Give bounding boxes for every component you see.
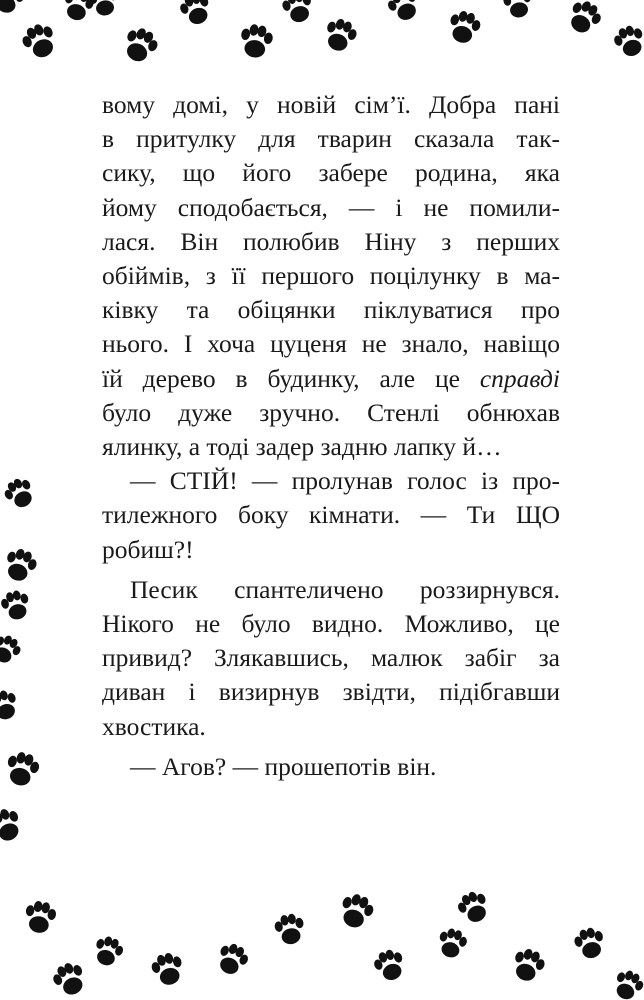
- text-line: лася. Він полюбив Ніну з перших: [102, 226, 560, 256]
- paw-icon: [213, 940, 252, 979]
- paw-icon: [321, 15, 360, 55]
- paw-icon: [384, 0, 423, 25]
- paw-icon: [445, 8, 482, 46]
- paragraph: [102, 573, 560, 607]
- paw-icon: [502, 0, 534, 20]
- paragraph-continuation: [102, 498, 560, 566]
- paw-icon: [119, 24, 162, 67]
- paw-icon: [371, 946, 408, 984]
- paragraph: [102, 464, 560, 498]
- paw-icon: [336, 890, 377, 932]
- paw-icon: [563, 0, 605, 38]
- paw-icon: [18, 20, 61, 63]
- paw-icon: [1, 545, 40, 585]
- paw-icon: [0, 687, 22, 723]
- paragraph: [102, 88, 560, 464]
- paw-icon: [0, 805, 26, 846]
- paragraph-continuation: [102, 607, 560, 744]
- paw-icon: [149, 950, 186, 988]
- text-line-with-emphasis: [102, 362, 560, 396]
- paw-icon: [611, 22, 644, 60]
- paw-icon: [435, 926, 469, 961]
- text-line: ялинку, а тоді задер задню лапку й…: [102, 432, 502, 462]
- book-page-text: [102, 88, 560, 784]
- paw-icon: [90, 933, 126, 969]
- paw-icon: [509, 945, 548, 985]
- paw-icon: [49, 959, 90, 1000]
- paw-icon: [0, 588, 33, 623]
- paragraph: [102, 750, 560, 784]
- text-line: сику, що його забере родина, яка: [102, 158, 560, 188]
- text-line: нього. І хоча цуценя не знало, навіщо: [102, 329, 560, 359]
- paw-icon: [238, 22, 275, 60]
- paw-icon: [60, 0, 96, 23]
- text-line: вому домі, у новій сім’ї. Добра пані: [102, 90, 560, 119]
- text-line: — Агов? — прошепотів він.: [130, 751, 437, 781]
- paw-icon: [88, 0, 120, 18]
- text-line: хвостика.: [102, 711, 206, 741]
- paw-icon: [610, 967, 644, 1000]
- text-line: було дуже зручно. Стенлі обнюхав: [102, 397, 560, 427]
- paw-icon: [572, 925, 608, 961]
- paw-icon: [3, 749, 42, 789]
- text-line: в притулку для тварин сказала так-: [102, 124, 560, 154]
- paw-icon: [273, 912, 307, 947]
- paw-icon: [1, 474, 39, 512]
- text-line: Нікого не було видно. Можливо, це: [102, 609, 560, 639]
- text-line: обіймів, з її першого поцілунку в ма-: [102, 261, 560, 291]
- paw-icon: [280, 0, 316, 25]
- paw-icon: [0, 0, 28, 17]
- text-line: тилежного боку кімнати. — Ти ЩО: [102, 500, 560, 530]
- text-segment: їй дерево в будинку, але це: [102, 363, 480, 393]
- text-line: ківку та обіцянки піклуватися про: [102, 295, 560, 325]
- paw-icon: [0, 631, 24, 668]
- text-line: Песик спантеличено роззирнувся.: [130, 574, 560, 604]
- text-line: йому сподобається, — і не помили-: [102, 192, 560, 222]
- text-line: привид? Злякавшись, малюк забіг за: [102, 643, 560, 673]
- paw-icon: [177, 0, 214, 28]
- text-line: — СТІЙ! — пролунав голос із про-: [130, 466, 560, 496]
- paw-icon: [22, 899, 57, 935]
- paw-icon: [454, 888, 493, 927]
- text-line: робиш?!: [102, 534, 194, 564]
- emphasized-word: справді: [479, 363, 560, 393]
- text-line: диван і визирнув звідти, підібгавши: [102, 677, 560, 707]
